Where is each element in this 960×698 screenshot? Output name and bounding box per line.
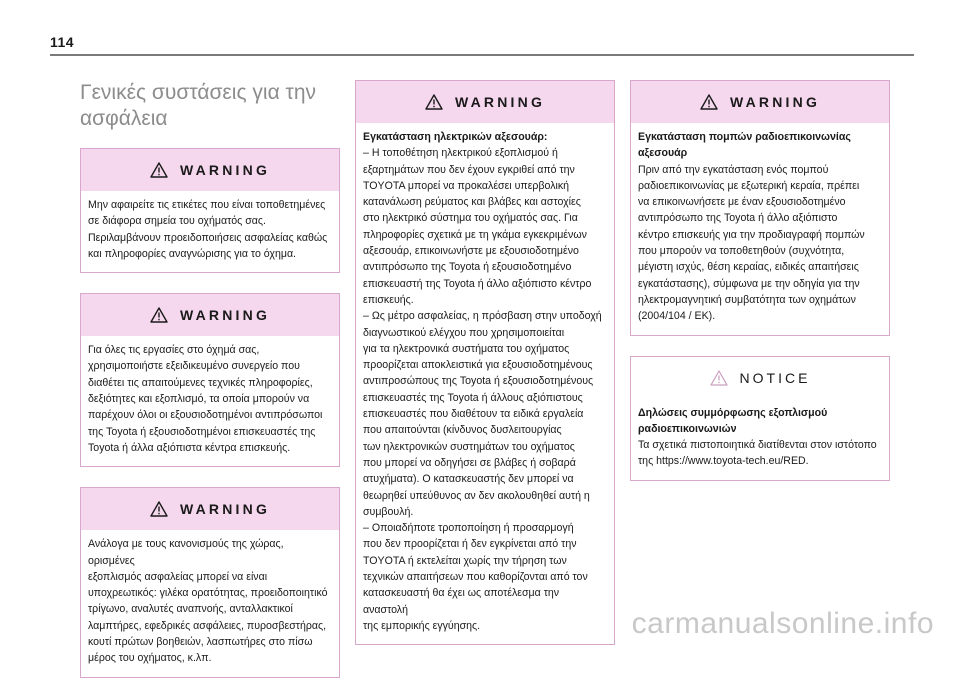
text-line: κατασκευαστή θα έχει ως αποτέλεσμα την αναστολή (363, 587, 560, 616)
text-line: TOYOTA μπορεί να προκαλέσει υπερβολική (363, 179, 570, 192)
text-line: στο ηλεκτρικό σύστημα του οχήματός σας. Για (363, 212, 578, 225)
text-line: ραδιοεπικοινωνίας με εξωτερική κεραία, πρέπει (638, 179, 860, 192)
text-line: που δεν προορίζεται ή δεν εγκρίνεται από την (363, 538, 577, 551)
warning-label: WARNING (179, 307, 271, 324)
text-line: επισκευής. (363, 293, 414, 306)
text-line: της Toyota ή εξουσιοδοτημένοι επισκευαστές της (88, 425, 316, 438)
text-line: εγκατάστασης), σύμφωνα με την οδηγία για την (638, 277, 860, 290)
column-middle (355, 80, 615, 665)
warning-box-labels (80, 148, 340, 273)
warning-text (356, 123, 614, 644)
text-line: υποχρεωτικός: γιλέκα ορατότητας, προειδοποιητικό (88, 587, 328, 600)
text-line: λαμπτήρες, εφεδρικές ασφάλειες, πυροσβεστήρας, (88, 619, 327, 632)
text-line: τρίγωνο, αναλυτές αναπνοής, ανταλλακτικοί (88, 603, 293, 616)
text-line: που μπορούν να τοποθετηθούν (συχνότητα, (638, 245, 845, 258)
notice-label: NOTICE (739, 369, 811, 386)
text-line: Μην αφαιρείτε τις ετικέτες που είναι τοποθετημένες (88, 199, 326, 211)
text-line: σε διάφορα σημεία του οχήματός σας. (88, 215, 266, 228)
text-line: Για όλες τις εργασίες στο όχημά σας, (88, 344, 260, 357)
text-line: της εμπορικής εγγύησης. (363, 619, 481, 632)
text-line: που μπορεί να οδηγήσει σε βλάβες ή σοβαρά (363, 456, 576, 469)
text-line: συμβουλή. (363, 505, 414, 518)
notice-triangle-icon (710, 370, 728, 386)
warning-label: WARNING (454, 94, 546, 110)
warning-header (81, 149, 339, 191)
text-line: – Οποιαδήποτε τροποποίηση ή προσαρμογή (363, 522, 574, 535)
text-line: πληροφορίες σχετικά με τη γκάμα εγκεκριμένων (363, 228, 587, 241)
text-line: αξεσουάρ, επικοινωνήστε με εξουσιοδοτημένο (363, 245, 579, 258)
text-line: μέρος του οχήματος, κ.λπ. (88, 652, 212, 665)
text-line: χρησιμοποιήστε εξειδικευμένο συνεργείο που (88, 360, 300, 373)
column-left (80, 80, 340, 698)
text-line: αντιπρόσωπο της Toyota ή εξουσιοδοτημένο (363, 261, 572, 274)
text-line: αντιπροσώπους της Toyota ή εξουσιοδοτημένους (363, 375, 594, 388)
text-line: για τα ηλεκτρονικά συστήματα του οχήματος (363, 342, 570, 355)
warning-triangle-icon (150, 162, 168, 178)
text-line: επισκευαστή της Toyota ή άλλο αξιόπιστο κέντρο (363, 277, 592, 290)
text-line: (2004/104 / EK). (638, 310, 716, 323)
top-divider (50, 54, 914, 56)
text-line: ηλεκτρομαγνητική συμβατότητα των οχημάτων (638, 293, 856, 306)
text-line: – Η τοποθέτηση ηλεκτρικού εξοπλισμού ή (363, 147, 558, 160)
warning-text (81, 530, 339, 676)
text-line: Τα σχετικά πιστοποιητικά διατίθενται στον ιστότοπο (638, 439, 877, 452)
text-line: προορίζεται αποκλειστικά για εξουσιοδοτημένους (363, 359, 593, 372)
text-line: και πληροφορίες αναγνώρισης για το όχημα. (88, 247, 297, 260)
text-line: μέγιστη ισχύς, θέση κεραίας, ειδικές απαιτήσεις (638, 261, 859, 274)
text-line: της https://www.toyota-tech.eu/RED. (638, 455, 809, 468)
text-line: ατυχήματα). Ο κατασκευαστής δεν μπορεί να (363, 473, 574, 486)
text-line: αντιπρόσωπο της Toyota ή άλλο αξιόπιστο (638, 212, 838, 225)
warning-text (81, 336, 339, 466)
warning-label: WARNING (179, 162, 271, 178)
notice-box-declarations (630, 356, 890, 481)
text-line: Toyota ή άλλα αξιόπιστα κέντρα επισκευής. (88, 441, 291, 454)
warning-box-equipment (80, 487, 340, 677)
warning-triangle-icon (700, 94, 718, 110)
warning-triangle-icon (150, 501, 168, 517)
warning-text (631, 123, 889, 335)
text-line: που απαιτούνται (κίνδυνος δυσλειτουργίας (363, 424, 562, 437)
text-line: εξαρτημάτων που δεν έχουν εγκριθεί από την (363, 163, 575, 176)
warning-box-electrical-accessories (355, 80, 615, 645)
notice-header (631, 357, 889, 399)
text-line: δεξιότητες και εξοπλισμό, τα οποία μπορούν να (88, 393, 310, 406)
warning-label: WARNING (179, 501, 271, 518)
text-line: κέντρο επισκευής για την προδιαγραφή πομπών (638, 228, 865, 241)
text-line: παρέχουν όλοι οι εξουσιοδοτημένοι αντιπρόσωποι (88, 409, 323, 422)
warning-header (81, 294, 339, 336)
warning-heading: Εγκατάσταση πομπών ραδιοεπικοινωνίας αξεσουάρ (638, 131, 851, 160)
text-line: εξοπλισμός ασφαλείας μπορεί να είναι (88, 570, 268, 583)
section-title: Γενικές συστάσεις για την ασφάλεια (80, 81, 317, 130)
text-line: διαθέτει τις απαιτούμενες τεχνικές πληροφορίες, (88, 376, 313, 389)
warning-header (631, 81, 889, 123)
warning-header (81, 488, 339, 530)
notice-heading: Δηλώσεις συμμόρφωσης εξοπλισμού ραδιοεπικοινωνιών (638, 406, 828, 435)
text-line: – Ως μέτρο ασφαλείας, η πρόσβαση στην υποδοχή (363, 310, 602, 323)
text-line: τεχνικών απαιτήσεων που καθορίζονται από τον (363, 571, 588, 584)
warning-box-radio-transmitters (630, 80, 890, 336)
watermark: carmanualsonline.info (631, 607, 934, 640)
text-line: επισκευαστές που διαθέτουν τα ειδικά εργαλεία (363, 408, 584, 421)
text-line: Ανάλογα με τους κανονισμούς της χώρας, ορισμένες (88, 538, 284, 567)
warning-label: WARNING (729, 94, 821, 110)
text-line: διαγνωστικού ελέγχου που χρησιμοποιείται (363, 326, 565, 339)
warning-lines (363, 145, 607, 634)
notice-lines (638, 437, 882, 470)
text-line: Περιλαμβάνουν προειδοποιήσεις ασφαλείας καθώς (88, 231, 328, 244)
text-line: TOYOTA ή εκτελείται χωρίς την τήρηση των (363, 554, 567, 567)
page-number: 114 (50, 34, 75, 50)
text-line: κουτί πρώτων βοηθειών, λασπωτήρες στο πίσω (88, 636, 313, 649)
warning-triangle-icon (150, 307, 168, 323)
text-line: να επικοινωνήσετε με έναν εξουσιοδοτημένο (638, 196, 846, 209)
warning-heading: Εγκατάσταση ηλεκτρικών αξεσουάρ: (363, 131, 548, 143)
warning-header (356, 81, 614, 123)
warning-triangle-icon (425, 94, 443, 110)
text-line: Πριν από την εγκατάσταση ενός πομπού (638, 163, 829, 176)
warning-lines (638, 162, 882, 325)
text-line: των ηλεκτρονικών συστημάτων του οχήματος (363, 440, 575, 453)
warning-text (81, 191, 339, 272)
text-line: θεωρηθεί υπεύθυνος αν δεν ακολουθηθεί αυτή η (363, 489, 590, 502)
warning-box-workshop (80, 293, 340, 467)
text-line: κατανάλωση ρεύματος και βλάβες και αστοχίες (363, 196, 581, 209)
text-line: επισκευαστές της Toyota ή άλλους αξιόπιστους (363, 391, 583, 404)
notice-text (631, 399, 889, 480)
column-right (630, 80, 890, 501)
